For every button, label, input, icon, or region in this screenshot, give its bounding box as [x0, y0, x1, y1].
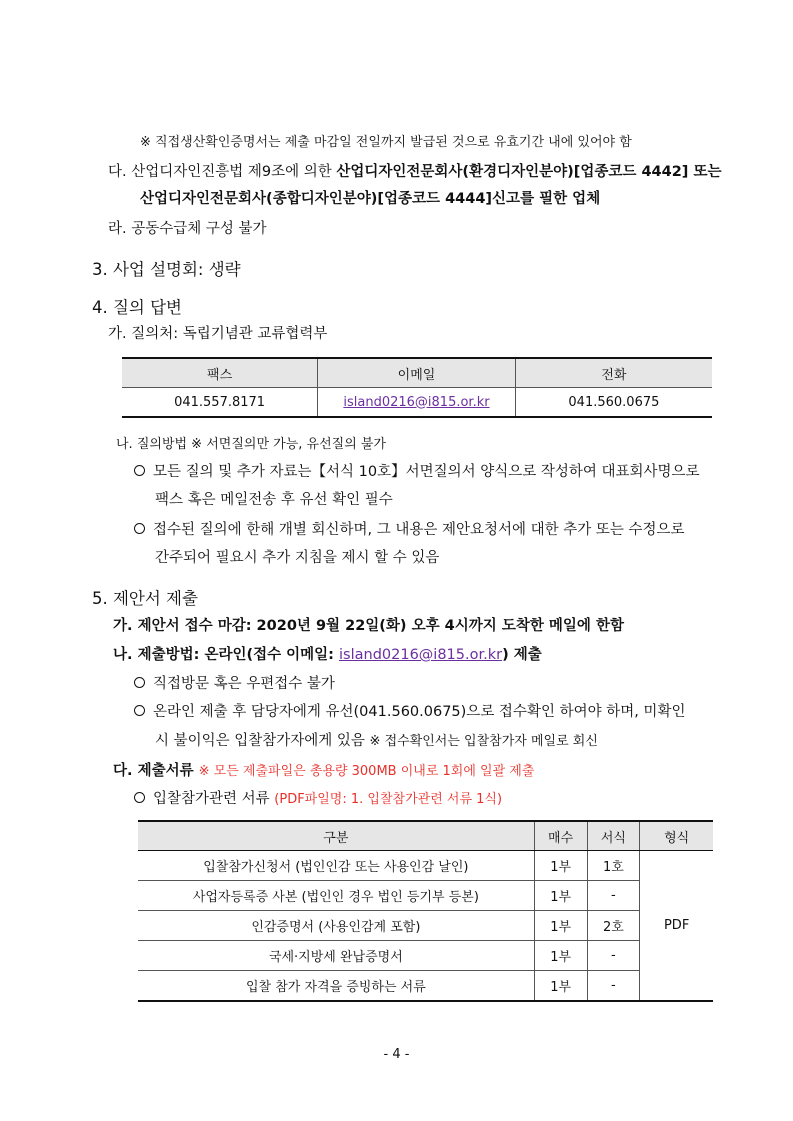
bullet-item-4-cont-main: 시 불이익은 입찰참가자에게 있음 — [155, 733, 370, 749]
table-row — [138, 881, 713, 911]
submission-method-suffix: ) 제출 — [502, 647, 542, 663]
doc-form: 2호 — [587, 911, 640, 941]
bullet-item-5-text: 입찰참가관련 서류 — [153, 791, 275, 807]
inquiry-method: 나. 질의방법 ※ 서면질의만 가능, 유선질의 불가 — [116, 437, 386, 452]
item-da-prefix: 다. 산업디자인진흥법 제9조에 의한 — [108, 164, 337, 180]
doc-format: PDF — [640, 851, 713, 1002]
section-4-heading: 4. 질의 답변 — [92, 298, 182, 317]
circle-bullet-icon — [134, 523, 145, 534]
doc-name: 입찰참가신청서 (법인인감 또는 사용인감 날인) — [138, 851, 534, 881]
doc-count: 1부 — [534, 911, 587, 941]
doc-form: - — [587, 971, 640, 1002]
docs-header-format: 형식 — [640, 821, 713, 851]
submission-email-link[interactable]: island0216@i815.or.kr — [339, 647, 503, 663]
table-row — [138, 971, 713, 1002]
doc-name: 국세·지방세 완납증명서 — [138, 941, 534, 971]
bullet-item-1-text: 모든 질의 및 추가 자료는【서식 10호】서면질의서 양식으로 작성하여 대표회사명으로 — [153, 464, 700, 480]
doc-count: 1부 — [534, 881, 587, 911]
page-number: - 4 - — [383, 1047, 410, 1062]
doc-form: - — [587, 881, 640, 911]
submission-documents-note: ※ 모든 제출파일은 총용량 300MB 이내로 1회에 일괄 제출 — [198, 764, 535, 779]
doc-count: 1부 — [534, 941, 587, 971]
submission-method — [113, 643, 542, 664]
table-row — [138, 911, 713, 941]
bullet-item-1 — [134, 460, 700, 481]
bullet-item-4-cont — [155, 729, 598, 750]
documents-table-header — [138, 821, 713, 851]
contact-fax: 041.557.8171 — [174, 394, 266, 410]
item-da-qualification — [108, 160, 722, 181]
bullet-item-4-text: 온라인 제출 후 담당자에게 유선(041.560.0675)으로 접수확인 하여야 하며, 미확인 — [153, 704, 686, 720]
submission-method-prefix: 나. 제출방법: 온라인(접수 이메일: — [113, 647, 340, 663]
table-row — [138, 941, 713, 971]
bullet-item-5-note: (PDF파일명: 1. 입찰참가관련 서류 1식) — [274, 792, 503, 807]
contact-table — [122, 357, 712, 418]
circle-bullet-icon — [134, 792, 145, 803]
submission-documents — [113, 759, 534, 780]
contact-table-row — [122, 388, 712, 418]
doc-count: 1부 — [534, 851, 587, 881]
bullet-item-3-text: 직접방문 혹은 우편접수 불가 — [153, 676, 335, 692]
bullet-item-4-note: ※ 접수확인서는 입찰참가자 메일로 회신 — [369, 734, 598, 749]
circle-bullet-icon — [134, 705, 145, 716]
doc-name: 사업자등록증 사본 (법인인 경우 법인 등기부 등본) — [138, 881, 534, 911]
contact-header-phone: 전화 — [515, 358, 712, 388]
table-row — [138, 851, 713, 881]
section-3-heading: 3. 사업 설명회: 생략 — [92, 260, 241, 279]
note-production-certificate: ※ 직접생산확인증명서는 제출 마감일 전일까지 발급된 것으로 유효기간 내에 있어야 함 — [140, 135, 632, 150]
docs-header-category: 구분 — [138, 821, 534, 851]
circle-bullet-icon — [134, 465, 145, 476]
contact-header-email: 이메일 — [318, 358, 516, 388]
doc-name: 인감증명서 (사용인감계 포함) — [138, 911, 534, 941]
docs-header-count: 매수 — [534, 821, 587, 851]
bullet-item-2-text: 접수된 질의에 한해 개별 회신하며, 그 내용은 제안요청서에 대한 추가 또는 수정으로 — [153, 522, 685, 538]
circle-bullet-icon — [134, 677, 145, 688]
doc-count: 1부 — [534, 971, 587, 1002]
bullet-item-2-cont: 간주되어 필요시 추가 지침을 제시 할 수 있음 — [155, 550, 440, 566]
contact-table-header — [122, 358, 712, 388]
bullet-item-5 — [134, 787, 502, 808]
bullet-item-2 — [134, 518, 685, 539]
submission-documents-label: 다. 제출서류 — [113, 763, 199, 779]
proposal-deadline: 가. 제안서 접수 마감: 2020년 9월 22일(화) 오후 4시까지 도착한 메일에 한함 — [113, 618, 624, 634]
docs-header-form: 서식 — [587, 821, 640, 851]
item-da-bold-1: 산업디자인전문회사(환경디자인분야)[업종코드 4442] 또는 — [336, 164, 722, 180]
contact-email-link[interactable]: island0216@i815.or.kr — [343, 394, 490, 410]
bullet-item-3 — [134, 672, 335, 693]
bullet-item-4 — [134, 700, 685, 721]
doc-name: 입찰 참가 자격을 증빙하는 서류 — [138, 971, 534, 1002]
documents-table — [138, 820, 713, 1002]
doc-form: 1호 — [587, 851, 640, 881]
bullet-item-1-cont: 팩스 혹은 메일전송 후 유선 확인 필수 — [155, 492, 393, 508]
inquiry-contact: 가. 질의처: 독립기념관 교류협력부 — [108, 326, 328, 342]
item-da-bold-2: 산업디자인전문회사(종합디자인분야)[업종코드 4444]신고를 필한 업체 — [140, 191, 601, 207]
doc-form: - — [587, 941, 640, 971]
contact-header-fax: 팩스 — [122, 358, 318, 388]
section-5-heading: 5. 제안서 제출 — [92, 589, 198, 608]
contact-phone: 041.560.0675 — [515, 388, 712, 418]
item-ra-consortium: 라. 공동수급체 구성 불가 — [108, 221, 267, 237]
